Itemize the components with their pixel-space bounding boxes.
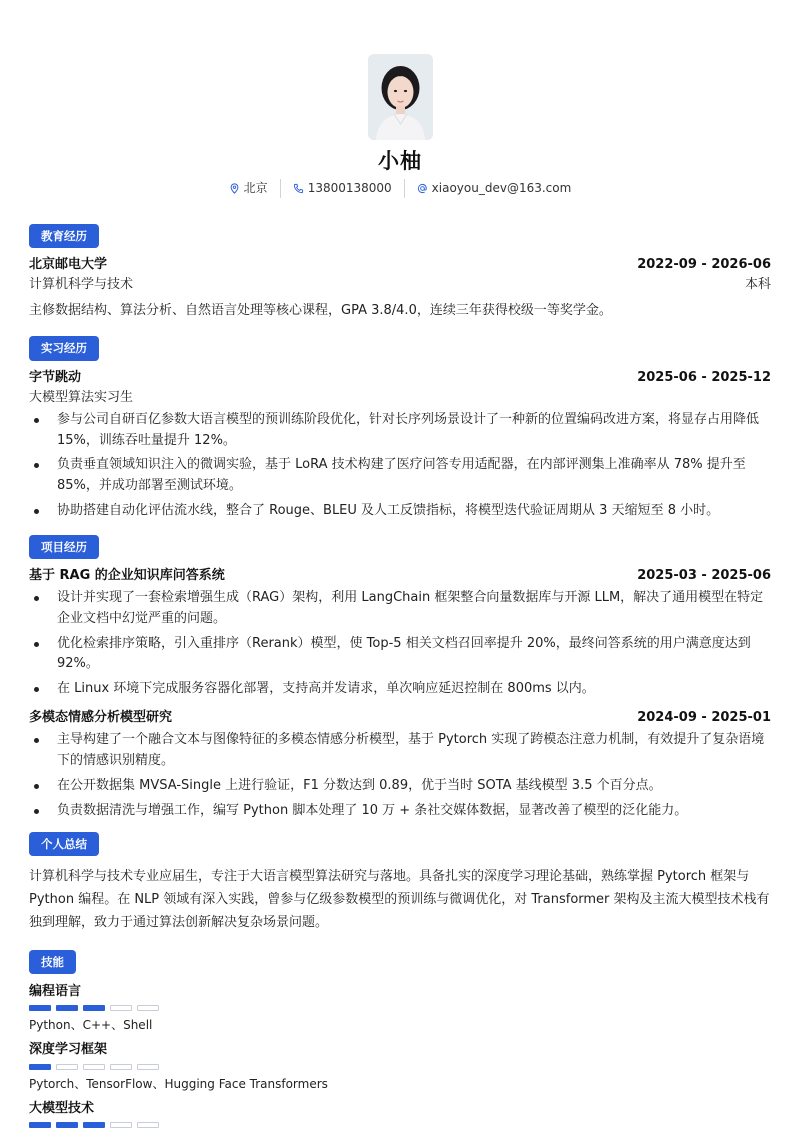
contact-city: [217, 179, 280, 198]
skill-item: [29, 1040, 771, 1093]
summary-text: 计算机科学与技术专业应届生，专注于大语言模型算法研究与落地。具备扎实的深度学习理论基础，熟练掌握 Pytorch 框架与 Python 编程。在 NLP 领域有深入实践，曾参与亿级参数模型的预训练与微调优化，对 Transformer 架构及主流大模型技术栈有独到理解，致力于通过算法创新解决复杂场景问题。: [29, 869, 770, 930]
list-item: 协助搭建自动化评估流水线，整合了 Rouge、BLEU 及人工反馈指标，将模型迭代验证周期从 3 天缩短至 8 小时。: [29, 501, 771, 522]
skill-name: 深度学习框架: [29, 1042, 108, 1058]
skill-level-bar: [29, 1122, 771, 1128]
degree: 本科: [744, 277, 771, 293]
skills-section: [29, 950, 771, 1129]
list-item: 在 Linux 环境下完成服务容器化部署，支持高并发请求，单次响应延迟控制在 800ms 以内。: [29, 679, 771, 700]
skill-level-filled: [29, 1122, 51, 1128]
skill-level-filled: [56, 1122, 78, 1128]
list-item: 优化检索排序策略，引入重排序（Rerank）模型，使 Top-5 相关文档召回率提升 20%，最终问答系统的用户满意度达到 92%。: [29, 634, 771, 676]
skill-level-filled: [83, 1005, 105, 1011]
section-tag-internship: 实习经历: [29, 336, 99, 360]
avatar: [368, 54, 433, 140]
contact-phone: [280, 179, 404, 198]
list-item: 负责垂直领域知识注入的微调实验，基于 LoRA 技术构建了医疗问答专用适配器，在内部评测集上准确率从 78% 提升至 85%，并成功部署至测试环境。: [29, 455, 771, 497]
skill-level-empty: [137, 1122, 159, 1128]
list-item: 参与公司自研百亿参数大语言模型的预训练阶段优化，针对长序列场景设计了一种新的位置编码改进方案，将显存占用降低 15%，训练吞吐量提升 12%。: [29, 410, 771, 452]
skill-level-filled: [83, 1122, 105, 1128]
major: 计算机科学与技术: [29, 277, 134, 293]
section-tag-education: 教育经历: [29, 224, 99, 248]
skill-level-bar: [29, 1064, 771, 1070]
skill-level-filled: [29, 1005, 51, 1011]
skill-level-empty: [110, 1005, 132, 1011]
section-tag-skills: 技能: [29, 950, 76, 974]
projects-section: [29, 535, 771, 822]
phone-text: 13800138000: [307, 181, 392, 196]
phone-icon: [293, 183, 304, 194]
project-header-row: [29, 566, 771, 586]
project-header-row: [29, 708, 771, 728]
internship-section: [29, 336, 771, 521]
company-name: 字节跳动: [29, 369, 82, 385]
avatar-portrait-image: [368, 54, 433, 140]
candidate-name: 小柚: [378, 149, 422, 173]
list-item: 在公开数据集 MVSA-Single 上进行验证，F1 分数达到 0.89，优于当时 SOTA 基线模型 3.5 个百分点。: [29, 776, 771, 797]
school-name: 北京邮电大学: [29, 256, 108, 272]
project-period: 2024-09 - 2025-01: [637, 709, 771, 725]
education-section: [29, 224, 771, 322]
city-text: 北京: [243, 181, 268, 196]
project-name: 多模态情感分析模型研究: [29, 709, 173, 725]
skill-item: [29, 982, 771, 1035]
summary-section: [29, 832, 771, 934]
skill-name: 大模型技术: [29, 1101, 95, 1117]
list-item: 主导构建了一个融合文本与图像特征的多模态情感分析模型，基于 Pytorch 实现了跨模态注意力机制，有效提升了复杂语境下的情感识别精度。: [29, 730, 771, 772]
education-description: 主修数据结构、算法分析、自然语言处理等核心课程，GPA 3.8/4.0，连续三年获得校级一等奖学金。: [29, 303, 612, 319]
list-item: 设计并实现了一套检索增强生成（RAG）架构，利用 LangChain 框架整合向量数据库与开源 LLM，解决了通用模型在特定企业文档中幻觉严重的问题。: [29, 588, 771, 630]
section-tag-projects: 项目经历: [29, 535, 99, 559]
internship-role: 大模型算法实习生: [29, 389, 134, 405]
education-period: 2022-09 - 2026-06: [637, 256, 771, 272]
project-bullets: [29, 730, 771, 821]
education-header-row: [29, 255, 771, 275]
skill-level-filled: [56, 1005, 78, 1011]
education-sub-row: [29, 275, 771, 295]
skill-level-empty: [110, 1122, 132, 1128]
project-item: [29, 708, 771, 821]
email-text[interactable]: xiaoyou_dev@163.com: [431, 181, 572, 196]
location-pin-icon: [229, 183, 240, 194]
skill-level-empty: [110, 1064, 132, 1070]
skill-level-empty: [56, 1064, 78, 1070]
skill-level-empty: [137, 1064, 159, 1070]
skill-detail: Python、C++、Shell: [29, 1017, 153, 1032]
at-sign-icon: [417, 183, 428, 194]
project-item: [29, 566, 771, 700]
internship-period: 2025-06 - 2025-12: [637, 369, 771, 385]
section-tag-summary: 个人总结: [29, 832, 99, 856]
skill-name: 编程语言: [29, 983, 82, 999]
internship-bullets: [29, 410, 771, 522]
list-item: 负责数据清洗与增强工作，编写 Python 脚本处理了 10 万 + 条社交媒体数据，显著改善了模型的泛化能力。: [29, 801, 771, 822]
project-period: 2025-03 - 2025-06: [637, 567, 771, 583]
contact-info: [29, 179, 771, 198]
project-name: 基于 RAG 的企业知识库问答系统: [29, 567, 225, 583]
internship-header-row: [29, 368, 771, 388]
contact-email[interactable]: [404, 179, 584, 198]
skill-item: [29, 1099, 771, 1128]
skill-detail: Pytorch、TensorFlow、Hugging Face Transformers: [29, 1076, 328, 1091]
project-bullets: [29, 588, 771, 700]
skill-level-empty: [137, 1005, 159, 1011]
skill-level-empty: [83, 1064, 105, 1070]
resume-header: [29, 0, 771, 198]
skill-level-filled: [29, 1064, 51, 1070]
skill-level-bar: [29, 1005, 771, 1011]
